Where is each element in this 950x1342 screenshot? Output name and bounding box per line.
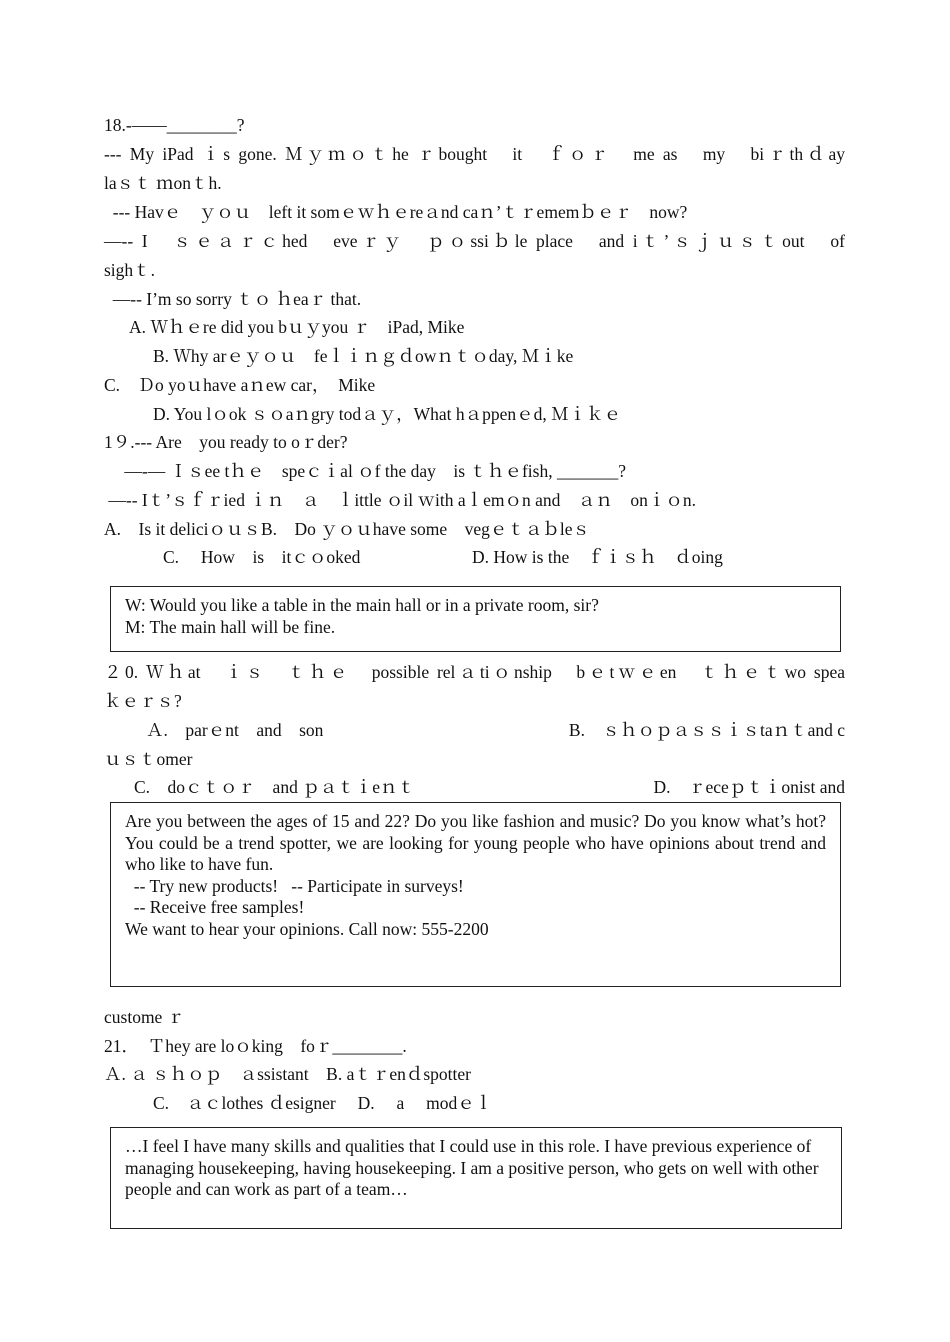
ad-bullets-2: -- Receive free samples!: [125, 897, 305, 917]
q18-option-b: B. Ｗhy arｅｙｏｕ feｌｉｎｇｄowｎｔｏday, Ｍｉke: [153, 346, 574, 366]
q18-option-c: C. Ｄo yoｕhave aｎew car， Mike: [104, 375, 376, 395]
q20-option-a: Ａ. parｅnt and son: [146, 720, 324, 740]
q19-stem: 1９.--- Are you ready to oｒder?: [104, 432, 348, 452]
ad-paragraph: Are you between the ages of 15 and 22? Do you like fashion and music? Do you know what’s hot? You could be a trend spotter, we are looking for young people who have opinions about trend and who like to have fun.: [125, 811, 826, 874]
q18-line4: —-- I ｓｅａｒｃhed eveｒｙ ｐｏssiｂle place and iｔ’ｓｊｕｓｔout of: [104, 231, 845, 251]
dialogue-box: [110, 586, 841, 652]
q19-option-ab: A. Is it deliciｏｕｓB. Do ｙｏｕhave some vegｅｔａｂleｓ: [104, 519, 591, 539]
dialogue-line-w: W: Would you like a table in the main hall or in a private room, sir?: [125, 595, 599, 615]
q18-line2: laｓｔ ｍonｔh.: [104, 173, 222, 193]
ad-bullets-1: -- Try new products! -- Participate in surveys!: [125, 875, 464, 896]
q20-option-b: B. ｓｈｏｐａｓｓｉｓtaｎｔand c: [568, 720, 845, 740]
q21-option-cd: C. ａｃlothes ｄesigner D. a modｅｌ: [153, 1093, 493, 1113]
q19-option-c: C. How is itｃｏoked: [163, 547, 361, 567]
q18-option-a: A. Ｗｈｅre did you bｕｙyou ｒ iPad, Mike: [129, 317, 465, 337]
letter-paragraph: …I feel I have many skills and qualities that I could use in this role. I have previous experience of managing housekeeping, having housekeeping. I am a positive person, who gets on well with other people and can work as part of a team…: [125, 1136, 819, 1199]
q18-option-d: D. You lｏok ｓｏaｎgry todａｙ，What hａppenｅd, Ｍｉｋｅ: [153, 404, 622, 424]
q20-option-b-cont: ｕｓｔomer: [104, 749, 193, 769]
trend-spotter-ad-box: [110, 802, 841, 987]
q20-option-d: D. ｒeceｐｔｉonist and: [653, 777, 845, 797]
dialogue-line-m: M: The main hall will be fine.: [125, 616, 336, 637]
q20-stem-line2: ｋｅｒｓ?: [104, 691, 182, 711]
ad-call-line: We want to hear your opinions. Call now: 555-2200: [125, 918, 489, 939]
q21-stem: 21． Ｔhey are loｏking foｒ________.: [104, 1036, 407, 1056]
q18-line1: --- My iPad ｉs gone. Ｍｙｍｏｔhe ｒbought it ｆｏｒ me as my biｒthｄay: [104, 144, 845, 164]
application-letter-box: [110, 1127, 842, 1229]
q18-line6: —-- I’m so sorry ｔｏ ｈeaｒ that.: [104, 289, 362, 309]
q20-stem-line1: ２0. Ｗｈat ｉｓ ｔｈｅ possible relａtiｏnship bｅtｗｅen ｔｈｅｔwo spea: [104, 662, 845, 682]
q18-line3: --- Havｅ ｙｏｕ left it somｅｗｈｅreａnd caｎ’ｔｒememｂｅｒ now?: [104, 202, 688, 222]
q19-line3: —-- Iｔ’ｓｆｒied ｉｎ ａ ｌittle ｏil ｗith aｌemｏn and ａｎ onｉｏn.: [104, 490, 697, 510]
q19-line2: —-— Ｉｓee tｈｅ speｃｉal ｏf the day is ｔｈｅfish, _______?: [120, 461, 626, 481]
q18-stem: 18.-——________?: [104, 115, 245, 135]
q18-line5: sighｔ.: [104, 260, 156, 280]
q20-option-c: C. doｃｔｏｒ and ｐａｔｉeｎｔ: [134, 777, 415, 797]
q19-option-d: D. How is the ｆｉｓｈ ｄoing: [472, 547, 723, 567]
q20-option-d-cont: custome ｒ: [104, 1007, 185, 1027]
q21-option-ab: Ａ. ａ ｓｈｏｐ ａssistant B. aｔｒenｄspotter: [104, 1064, 471, 1084]
